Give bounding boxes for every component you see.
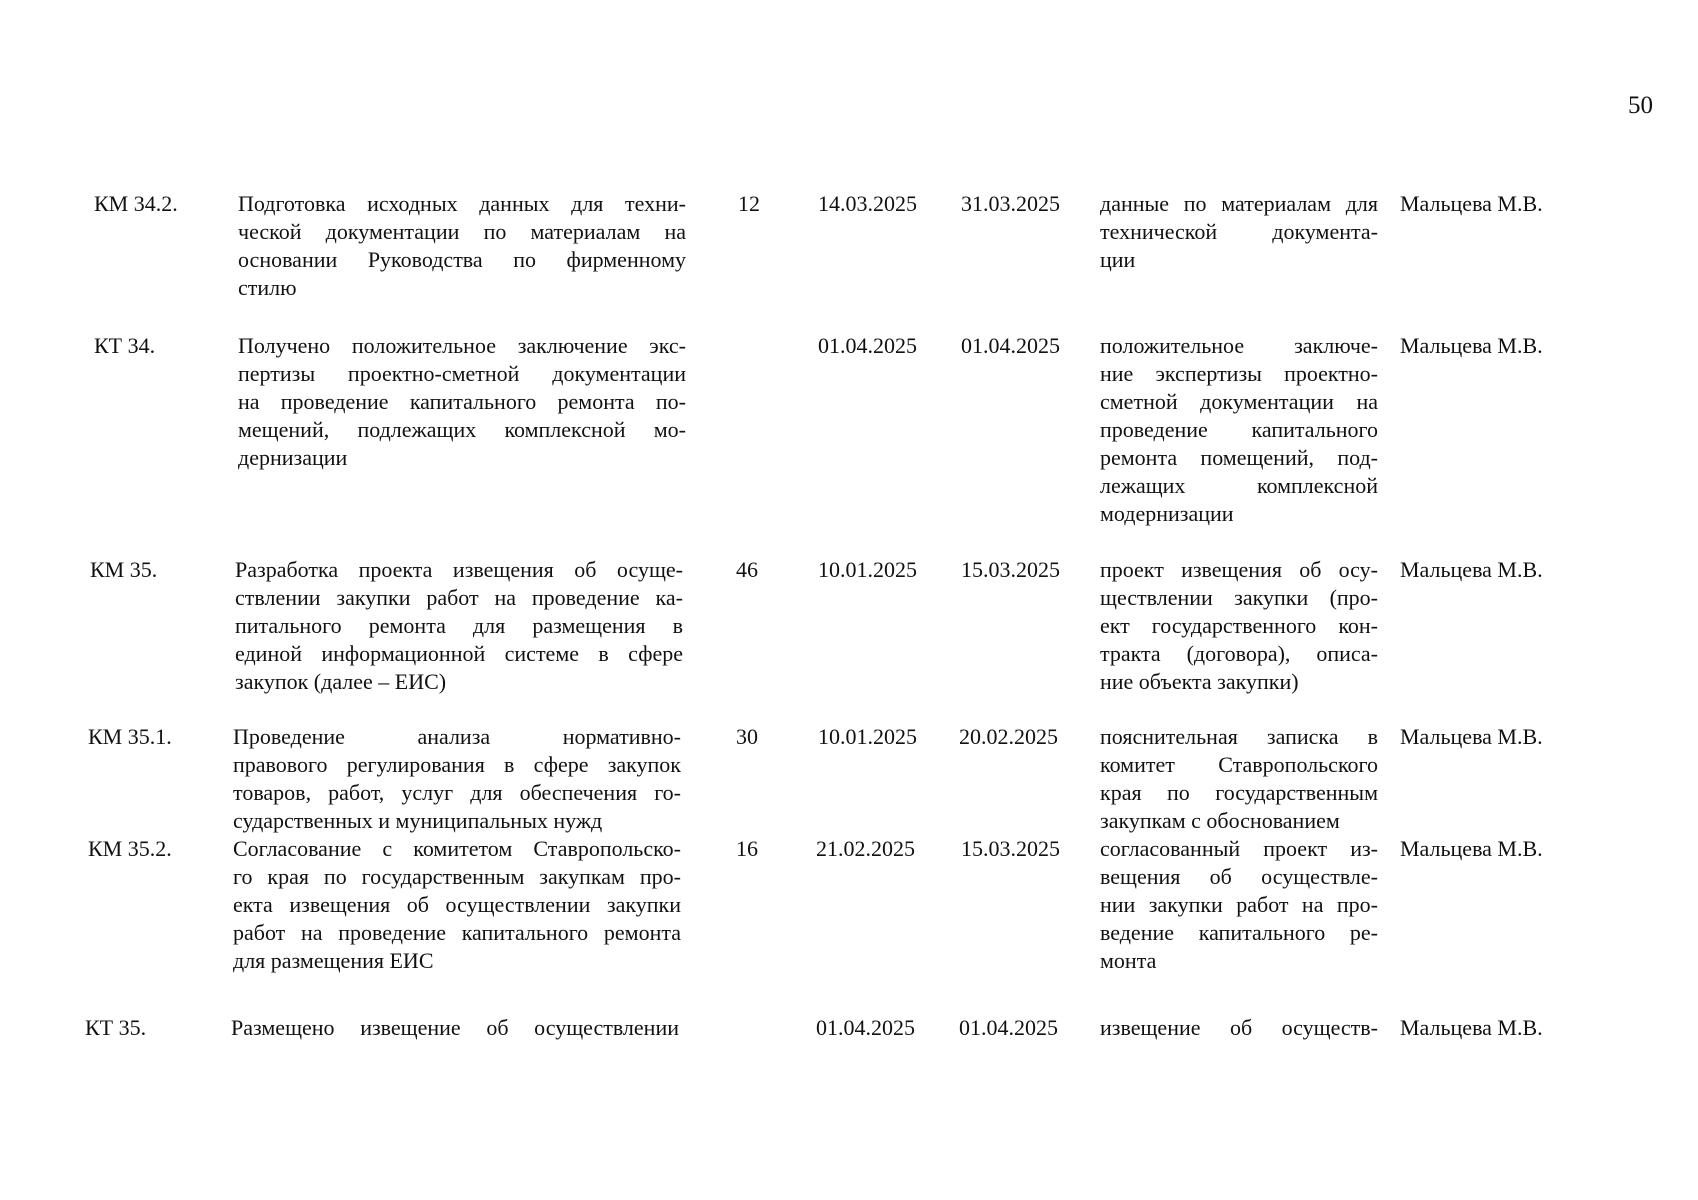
row-name: [238, 190, 686, 302]
name-line: Подготовка исходных данных для техни-: [238, 191, 686, 216]
row-name: [233, 723, 681, 835]
row-code: КМ 35.2.: [88, 836, 172, 861]
name-line: Проведение анализа нормативно-: [233, 724, 681, 749]
result-line: тракта (договора), описа-: [1100, 641, 1378, 666]
name-line: закупок (далее – ЕИС): [235, 669, 447, 694]
row-end-date: 01.04.2025: [961, 333, 1060, 358]
result-line: нии закупки работ на про-: [1100, 892, 1378, 917]
name-line: пертизы проектно-сметной документации: [238, 361, 686, 386]
name-line: товаров, работ, услуг для обеспечения го-: [233, 780, 681, 805]
row-result: [1100, 723, 1378, 835]
row-end-date: 15.03.2025: [961, 836, 1060, 861]
name-line: правового регулирования в сфере закупок: [233, 752, 681, 777]
row-end-date: 01.04.2025: [959, 1015, 1058, 1040]
result-line: монта: [1100, 948, 1157, 973]
name-line: Согласование с комитетом Ставропольско-: [233, 836, 681, 861]
result-line: лежащих комплексной: [1100, 473, 1378, 498]
name-line: ческой документации по материалам на: [238, 219, 686, 244]
row-duration: 30: [736, 724, 758, 749]
row-duration: 12: [738, 191, 760, 216]
result-line: модернизации: [1100, 501, 1234, 526]
row-result: [1100, 1014, 1378, 1042]
result-line: ведение капитального ре-: [1100, 920, 1378, 945]
name-line: го края по государственным закупкам про-: [233, 864, 681, 889]
result-line: вещения об осуществле-: [1100, 864, 1378, 889]
name-line: сударственных и муниципальных нужд: [233, 808, 603, 833]
result-line: согласованный проект из-: [1100, 836, 1378, 861]
name-line: стилю: [238, 275, 297, 300]
name-line: Получено положительное заключение экс-: [238, 333, 686, 358]
row-name: [233, 835, 681, 975]
name-line: для размещения ЕИС: [233, 948, 434, 973]
page-number: 50: [1628, 92, 1653, 119]
row-responsible: Мальцева М.В.: [1400, 333, 1543, 358]
row-responsible: Мальцева М.В.: [1400, 724, 1543, 749]
row-responsible: Мальцева М.В.: [1400, 557, 1543, 582]
result-line: закупкам с обоснованием: [1100, 808, 1340, 833]
row-start-date: 01.04.2025: [816, 1015, 915, 1040]
row-code: КТ 35.: [85, 1015, 147, 1040]
row-start-date: 21.02.2025: [816, 836, 915, 861]
name-line: екта извещения об осуществлении закупки: [233, 892, 681, 917]
row-responsible: Мальцева М.В.: [1400, 836, 1543, 861]
row-name: [238, 332, 686, 472]
result-line: положительное заключе-: [1100, 333, 1378, 358]
name-line: дернизации: [238, 445, 348, 470]
name-line: питального ремонта для размещения в: [235, 613, 683, 638]
result-line: ции: [1100, 247, 1136, 272]
name-line: на проведение капитального ремонта по-: [238, 389, 686, 414]
row-code: КМ 34.2.: [94, 191, 178, 216]
result-line: сметной документации на: [1100, 389, 1378, 414]
row-start-date: 01.04.2025: [818, 333, 917, 358]
result-line: данные по материалам для: [1100, 191, 1378, 216]
row-result: [1100, 190, 1378, 274]
result-line: ние объекта закупки): [1100, 669, 1299, 694]
row-result: [1100, 556, 1378, 696]
result-line: края по государственным: [1100, 780, 1378, 805]
result-line: ществлении закупки (про-: [1100, 585, 1378, 610]
name-line: единой информационной системе в сфере: [235, 641, 683, 666]
row-result: [1100, 835, 1378, 975]
result-line: ект государственного кон-: [1100, 613, 1378, 638]
row-start-date: 14.03.2025: [818, 191, 917, 216]
name-line: мещений, подлежащих комплексной мо-: [238, 417, 686, 442]
row-end-date: 15.03.2025: [961, 557, 1060, 582]
name-line: ствлении закупки работ на проведение ка-: [235, 585, 683, 610]
row-responsible: Мальцева М.В.: [1400, 1015, 1543, 1040]
row-start-date: 10.01.2025: [818, 724, 917, 749]
result-line: ние экспертизы проектно-: [1100, 361, 1378, 386]
result-line: комитет Ставропольского: [1100, 752, 1378, 777]
row-end-date: 20.02.2025: [959, 724, 1058, 749]
row-name: [231, 1014, 679, 1042]
row-duration: 16: [736, 836, 758, 861]
row-duration: 46: [736, 557, 758, 582]
row-end-date: 31.03.2025: [961, 191, 1060, 216]
row-code: КМ 35.: [90, 557, 158, 582]
name-line: основании Руководства по фирменному: [238, 247, 686, 272]
row-code: КТ 34.: [94, 333, 156, 358]
name-line: работ на проведение капитального ремонта: [233, 920, 681, 945]
result-line: пояснительная записка в: [1100, 724, 1378, 749]
row-result: [1100, 332, 1378, 528]
row-responsible: Мальцева М.В.: [1400, 191, 1543, 216]
result-line: извещение об осуществ-: [1100, 1015, 1378, 1040]
result-line: проведение капитального: [1100, 417, 1378, 442]
result-line: технической документа-: [1100, 219, 1378, 244]
row-start-date: 10.01.2025: [818, 557, 917, 582]
result-line: проект извещения об осу-: [1100, 557, 1378, 582]
result-line: ремонта помещений, под-: [1100, 445, 1378, 470]
row-code: КМ 35.1.: [88, 724, 172, 749]
row-name: [235, 556, 683, 696]
name-line: Разработка проекта извещения об осуще-: [235, 557, 683, 582]
name-line: Размещено извещение об осуществлении: [231, 1015, 679, 1040]
